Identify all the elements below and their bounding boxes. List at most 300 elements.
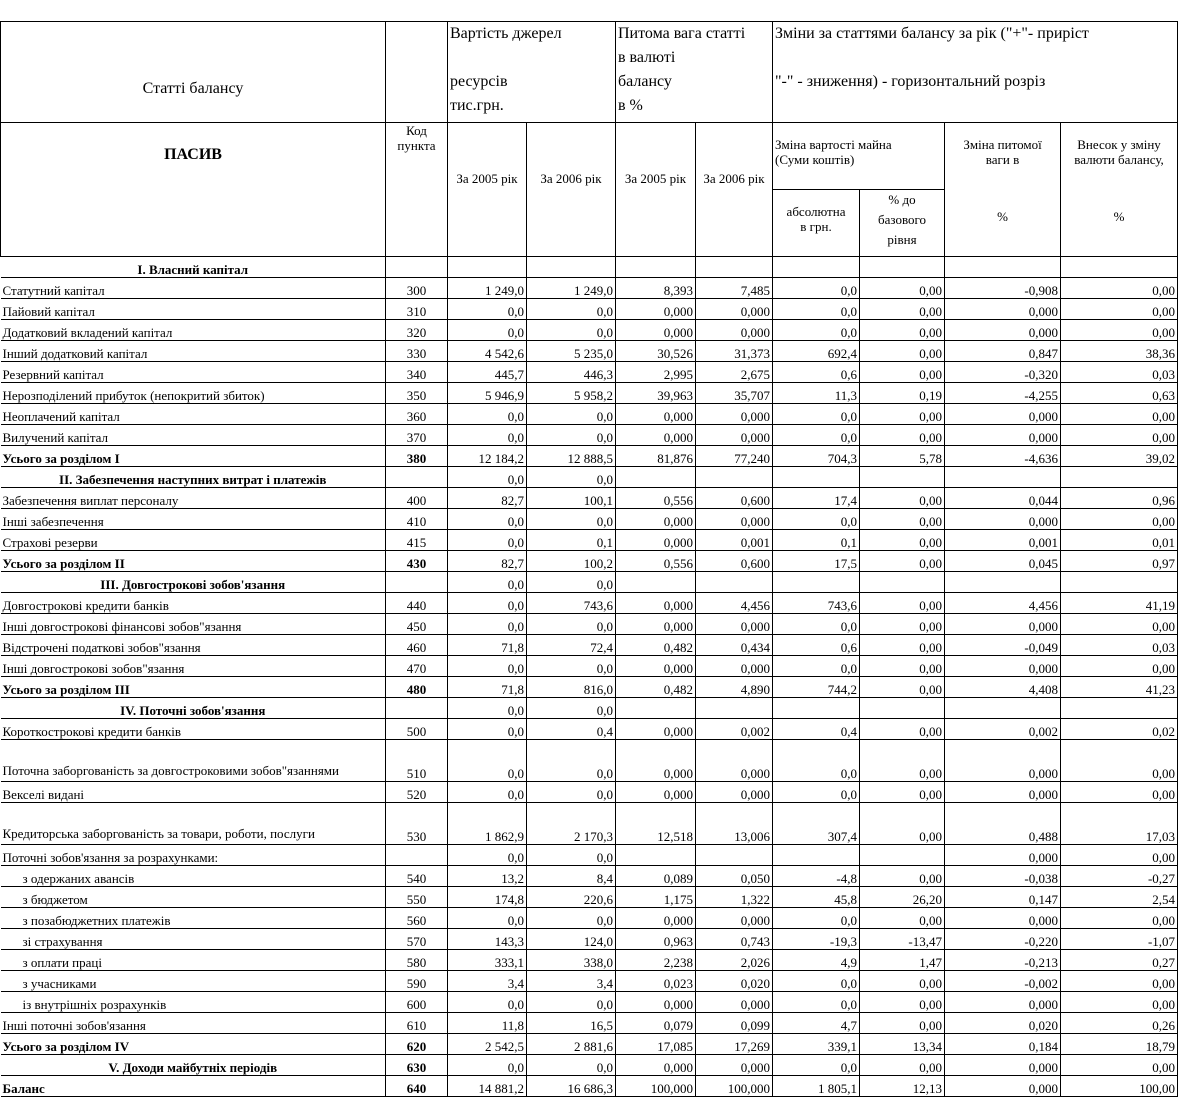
cell-abs: 11,3 (773, 383, 860, 404)
cell-code: 530 (386, 803, 448, 845)
cell-abs: 0,0 (773, 425, 860, 446)
cell-s05: 0,000 (616, 530, 696, 551)
cell-abs: 743,6 (773, 593, 860, 614)
cell-dshare: 0,000 (945, 1055, 1061, 1076)
cell-pct: 0,00 (860, 992, 945, 1013)
cell-contrib: 18,79 (1061, 1034, 1178, 1055)
cell-s06: 0,434 (696, 635, 773, 656)
cell-pct: 0,00 (860, 278, 945, 299)
cell-s05 (616, 845, 696, 866)
cell-dshare: 0,000 (945, 656, 1061, 677)
cell-contrib: 0,63 (1061, 383, 1178, 404)
cell-contrib (1061, 257, 1178, 278)
cell-pct (860, 467, 945, 488)
cell-code: 610 (386, 1013, 448, 1034)
cell-v05: 0,0 (448, 320, 527, 341)
row-label: Довгострокові кредити банків (1, 593, 386, 614)
cell-v05: 14 881,2 (448, 1076, 527, 1097)
cell-v05: 5 946,9 (448, 383, 527, 404)
cell-v06: 338,0 (527, 950, 616, 971)
cell-contrib: -0,27 (1061, 866, 1178, 887)
cell-pct: 12,13 (860, 1076, 945, 1097)
cell-s05: 0,000 (616, 614, 696, 635)
header-share-change: Зміна питомої ваги в % (945, 123, 1061, 257)
cell-abs: 0,6 (773, 635, 860, 656)
row-label: Інші довгострокові зобов"язання (1, 656, 386, 677)
cell-s06 (696, 698, 773, 719)
cell-dshare (945, 257, 1061, 278)
cell-abs: 45,8 (773, 887, 860, 908)
cell-code: 480 (386, 677, 448, 698)
cell-s06: 31,373 (696, 341, 773, 362)
cell-v05: 1 862,9 (448, 803, 527, 845)
cell-abs: 4,7 (773, 1013, 860, 1034)
row-label: Інші поточні зобов'язання (1, 1013, 386, 1034)
cell-code: 500 (386, 719, 448, 740)
cell-pct: 0,00 (860, 362, 945, 383)
header-share: Питома вага статті в валюті балансу в % (616, 22, 773, 123)
cell-v05: 13,2 (448, 866, 527, 887)
cell-s06: 0,000 (696, 740, 773, 782)
table-row (1, 740, 1178, 782)
table-row (1, 530, 1178, 551)
cell-v05: 0,0 (448, 530, 527, 551)
table-row (1, 845, 1178, 866)
cell-abs (773, 845, 860, 866)
cell-s06: 0,000 (696, 299, 773, 320)
cell-s05: 17,085 (616, 1034, 696, 1055)
cell-pct: 0,00 (860, 299, 945, 320)
cell-s05: 0,000 (616, 992, 696, 1013)
cell-s06: 0,001 (696, 530, 773, 551)
cell-v05: 0,0 (448, 740, 527, 782)
cell-pct: 13,34 (860, 1034, 945, 1055)
header-sources: Вартість джерел ресурсів тис.грн. (448, 22, 616, 123)
cell-s05: 39,963 (616, 383, 696, 404)
cell-v06: 1 249,0 (527, 278, 616, 299)
cell-abs: 0,0 (773, 1055, 860, 1076)
cell-code: 330 (386, 341, 448, 362)
table-row (1, 299, 1178, 320)
cell-v06: 0,0 (527, 467, 616, 488)
table-row (1, 1013, 1178, 1034)
cell-s05 (616, 572, 696, 593)
cell-v06: 5 235,0 (527, 341, 616, 362)
cell-s05: 1,175 (616, 887, 696, 908)
cell-pct: 0,00 (860, 1013, 945, 1034)
table-header (1, 22, 1178, 257)
cell-contrib (1061, 698, 1178, 719)
cell-contrib: 0,00 (1061, 425, 1178, 446)
cell-s05 (616, 257, 696, 278)
cell-abs: 0,0 (773, 656, 860, 677)
row-label: Інший додатковий капітал (1, 341, 386, 362)
cell-contrib: 0,02 (1061, 719, 1178, 740)
cell-abs: 0,0 (773, 404, 860, 425)
cell-s05: 12,518 (616, 803, 696, 845)
row-label: ІІ. Забезпечення наступних витрат і платежів (1, 467, 386, 488)
table-row (1, 404, 1178, 425)
cell-abs: 0,0 (773, 971, 860, 992)
cell-abs: 744,2 (773, 677, 860, 698)
cell-abs: 0,0 (773, 320, 860, 341)
row-label: з позабюджетних платежів (1, 908, 386, 929)
cell-contrib: 0,00 (1061, 509, 1178, 530)
row-label: Усього за розділом І (1, 446, 386, 467)
cell-s05: 0,000 (616, 593, 696, 614)
cell-code: 560 (386, 908, 448, 929)
cell-v05: 174,8 (448, 887, 527, 908)
cell-code: 380 (386, 446, 448, 467)
row-label: Забезпечення виплат персоналу (1, 488, 386, 509)
cell-abs: 692,4 (773, 341, 860, 362)
cell-v05: 12 184,2 (448, 446, 527, 467)
cell-dshare (945, 572, 1061, 593)
cell-dshare: 0,000 (945, 992, 1061, 1013)
cell-s06: 0,743 (696, 929, 773, 950)
cell-s05: 0,000 (616, 509, 696, 530)
cell-v06: 3,4 (527, 971, 616, 992)
cell-s06: 0,000 (696, 908, 773, 929)
cell-contrib: 0,27 (1061, 950, 1178, 971)
cell-dshare: -0,320 (945, 362, 1061, 383)
cell-dshare: 0,020 (945, 1013, 1061, 1034)
cell-s06: 0,000 (696, 614, 773, 635)
cell-v06: 0,0 (527, 404, 616, 425)
cell-s06: 2,675 (696, 362, 773, 383)
row-label: ІІІ. Довгострокові зобов'язання (1, 572, 386, 593)
cell-v06: 0,0 (527, 614, 616, 635)
cell-code: 590 (386, 971, 448, 992)
cell-v06: 2 881,6 (527, 1034, 616, 1055)
cell-v05: 82,7 (448, 551, 527, 572)
header-passive: ПАСИВ (1, 123, 386, 257)
row-label: Пайовий капітал (1, 299, 386, 320)
table-row (1, 572, 1178, 593)
cell-v06: 16,5 (527, 1013, 616, 1034)
row-label: з оплати праці (1, 950, 386, 971)
cell-code: 460 (386, 635, 448, 656)
cell-contrib: 0,00 (1061, 278, 1178, 299)
cell-dshare: -4,636 (945, 446, 1061, 467)
table-row (1, 257, 1178, 278)
table-row (1, 929, 1178, 950)
cell-s06 (696, 845, 773, 866)
cell-s05 (616, 698, 696, 719)
cell-s05: 0,089 (616, 866, 696, 887)
cell-pct: 26,20 (860, 887, 945, 908)
cell-code: 320 (386, 320, 448, 341)
cell-code: 410 (386, 509, 448, 530)
row-label: з одержаних авансів (1, 866, 386, 887)
cell-dshare: 0,000 (945, 299, 1061, 320)
cell-s06: 0,600 (696, 551, 773, 572)
cell-s06 (696, 257, 773, 278)
cell-v06: 0,0 (527, 509, 616, 530)
cell-v06: 743,6 (527, 593, 616, 614)
cell-abs: 0,0 (773, 908, 860, 929)
cell-contrib: 0,00 (1061, 908, 1178, 929)
cell-s05: 0,482 (616, 635, 696, 656)
cell-contrib: 0,03 (1061, 362, 1178, 383)
cell-pct (860, 572, 945, 593)
cell-s05: 0,000 (616, 404, 696, 425)
row-label: Векселі видані (1, 782, 386, 803)
cell-v06 (527, 257, 616, 278)
cell-dshare: -0,908 (945, 278, 1061, 299)
cell-dshare: 0,184 (945, 1034, 1061, 1055)
cell-s05: 0,000 (616, 782, 696, 803)
cell-v05: 0,0 (448, 908, 527, 929)
row-label: Нерозподілений прибуток (непокритий збиток) (1, 383, 386, 404)
cell-pct (860, 257, 945, 278)
cell-abs: 307,4 (773, 803, 860, 845)
cell-v05: 0,0 (448, 656, 527, 677)
cell-abs: 17,4 (773, 488, 860, 509)
cell-code: 430 (386, 551, 448, 572)
cell-code: 600 (386, 992, 448, 1013)
table-row (1, 488, 1178, 509)
header-year-2005: За 2005 рік (448, 123, 527, 257)
cell-s05: 0,000 (616, 740, 696, 782)
cell-pct: 0,00 (860, 719, 945, 740)
cell-contrib (1061, 467, 1178, 488)
header-value-change: Зміна вартості майна (Суми коштів) (773, 123, 945, 190)
cell-s05: 0,556 (616, 488, 696, 509)
cell-pct (860, 698, 945, 719)
row-label: Інші довгострокові фінансові зобов"язання (1, 614, 386, 635)
cell-abs: 0,0 (773, 614, 860, 635)
row-label: Усього за розділом ІІ (1, 551, 386, 572)
cell-pct: 0,00 (860, 404, 945, 425)
cell-v06: 0,4 (527, 719, 616, 740)
balance-table (0, 21, 1178, 1097)
cell-contrib: 38,36 (1061, 341, 1178, 362)
cell-abs: -4,8 (773, 866, 860, 887)
cell-pct: 0,00 (860, 320, 945, 341)
cell-s06: 0,002 (696, 719, 773, 740)
cell-contrib: 17,03 (1061, 803, 1178, 845)
cell-v05: 4 542,6 (448, 341, 527, 362)
cell-contrib: 0,00 (1061, 782, 1178, 803)
cell-s05: 0,000 (616, 656, 696, 677)
cell-abs: 4,9 (773, 950, 860, 971)
cell-abs: 0,0 (773, 782, 860, 803)
header-share-2006: За 2006 рік (696, 123, 773, 257)
row-label: Вилучений капітал (1, 425, 386, 446)
cell-v05: 0,0 (448, 782, 527, 803)
table-row (1, 887, 1178, 908)
cell-dshare: 0,001 (945, 530, 1061, 551)
cell-pct: 0,00 (860, 866, 945, 887)
cell-dshare: 0,000 (945, 1076, 1061, 1097)
cell-dshare: 0,147 (945, 887, 1061, 908)
cell-dshare: 0,044 (945, 488, 1061, 509)
cell-pct: 0,00 (860, 971, 945, 992)
cell-dshare: 0,000 (945, 404, 1061, 425)
cell-v06: 72,4 (527, 635, 616, 656)
cell-pct: 1,47 (860, 950, 945, 971)
cell-s06: 0,000 (696, 656, 773, 677)
row-label: V. Доходи майбутніх періодів (1, 1055, 386, 1076)
cell-code: 300 (386, 278, 448, 299)
cell-v05: 71,8 (448, 635, 527, 656)
cell-pct: 0,00 (860, 593, 945, 614)
table-row (1, 719, 1178, 740)
row-label: Відстрочені податкові зобов"язання (1, 635, 386, 656)
cell-code: 440 (386, 593, 448, 614)
cell-code: 570 (386, 929, 448, 950)
row-label: Резервний капітал (1, 362, 386, 383)
cell-v05: 0,0 (448, 299, 527, 320)
cell-contrib: 41,19 (1061, 593, 1178, 614)
cell-contrib: 0,97 (1061, 551, 1178, 572)
cell-pct: 0,00 (860, 635, 945, 656)
cell-s05: 0,000 (616, 719, 696, 740)
cell-abs: 0,0 (773, 509, 860, 530)
cell-dshare: -0,049 (945, 635, 1061, 656)
cell-abs: 339,1 (773, 1034, 860, 1055)
cell-s06: 0,600 (696, 488, 773, 509)
cell-v05 (448, 257, 527, 278)
cell-dshare: 0,000 (945, 740, 1061, 782)
cell-dshare: 0,000 (945, 614, 1061, 635)
cell-abs: 0,4 (773, 719, 860, 740)
cell-s06: 77,240 (696, 446, 773, 467)
cell-dshare: 0,045 (945, 551, 1061, 572)
row-label: зі страхування (1, 929, 386, 950)
cell-v06: 0,0 (527, 656, 616, 677)
cell-contrib: 0,26 (1061, 1013, 1178, 1034)
cell-contrib: 0,00 (1061, 320, 1178, 341)
cell-contrib: 0,00 (1061, 656, 1178, 677)
cell-dshare (945, 467, 1061, 488)
cell-s05: 0,000 (616, 299, 696, 320)
cell-contrib: 0,00 (1061, 299, 1178, 320)
header-code: Код пункта (386, 123, 448, 257)
cell-v05: 0,0 (448, 425, 527, 446)
cell-code: 630 (386, 1055, 448, 1076)
cell-s06: 4,890 (696, 677, 773, 698)
cell-v05: 11,8 (448, 1013, 527, 1034)
cell-pct: 0,00 (860, 656, 945, 677)
cell-contrib: 0,00 (1061, 740, 1178, 782)
cell-s05: 100,000 (616, 1076, 696, 1097)
table-row (1, 1055, 1178, 1076)
table-row (1, 383, 1178, 404)
cell-contrib: 0,00 (1061, 845, 1178, 866)
cell-dshare: 4,408 (945, 677, 1061, 698)
cell-v05: 2 542,5 (448, 1034, 527, 1055)
cell-v05: 71,8 (448, 677, 527, 698)
cell-s06: 0,050 (696, 866, 773, 887)
cell-s06 (696, 467, 773, 488)
table-row (1, 971, 1178, 992)
row-label: із внутрішніх розрахунків (1, 992, 386, 1013)
row-label: Кредиторська заборгованість за товари, роботи, послуги (1, 803, 386, 845)
cell-dshare: 0,000 (945, 845, 1061, 866)
cell-v05: 0,0 (448, 992, 527, 1013)
row-label: Поточні зобов'язання за розрахунками: (1, 845, 386, 866)
cell-contrib: 39,02 (1061, 446, 1178, 467)
cell-code: 550 (386, 887, 448, 908)
cell-s06: 100,000 (696, 1076, 773, 1097)
cell-dshare: -0,220 (945, 929, 1061, 950)
table-row (1, 425, 1178, 446)
cell-abs: 0,6 (773, 362, 860, 383)
cell-s06: 0,000 (696, 425, 773, 446)
cell-v05: 1 249,0 (448, 278, 527, 299)
cell-s06: 0,000 (696, 1055, 773, 1076)
cell-abs: 0,1 (773, 530, 860, 551)
cell-s06: 0,020 (696, 971, 773, 992)
cell-s05: 0,963 (616, 929, 696, 950)
cell-abs: 0,0 (773, 740, 860, 782)
header-absolute: абсолютна в грн. (773, 190, 860, 257)
row-label: з учасниками (1, 971, 386, 992)
cell-v05: 0,0 (448, 614, 527, 635)
cell-dshare: 0,847 (945, 341, 1061, 362)
cell-s05: 2,238 (616, 950, 696, 971)
cell-v05: 143,3 (448, 929, 527, 950)
table-row (1, 908, 1178, 929)
cell-v06: 2 170,3 (527, 803, 616, 845)
cell-abs: 1 805,1 (773, 1076, 860, 1097)
cell-code: 470 (386, 656, 448, 677)
cell-v05: 333,1 (448, 950, 527, 971)
cell-code (386, 845, 448, 866)
cell-v06: 0,0 (527, 782, 616, 803)
row-label: І. Власний капітал (1, 257, 386, 278)
cell-v05: 0,0 (448, 509, 527, 530)
header-pct-base: % до базового рівня (860, 190, 945, 257)
cell-pct: 0,00 (860, 908, 945, 929)
cell-v06: 0,0 (527, 740, 616, 782)
cell-abs: 0,0 (773, 992, 860, 1013)
cell-contrib: 0,01 (1061, 530, 1178, 551)
cell-v06: 0,0 (527, 992, 616, 1013)
cell-s06: 4,456 (696, 593, 773, 614)
cell-v05: 0,0 (448, 845, 527, 866)
cell-v06: 5 958,2 (527, 383, 616, 404)
cell-s06: 17,269 (696, 1034, 773, 1055)
cell-v05: 0,0 (448, 698, 527, 719)
cell-v06: 0,0 (527, 698, 616, 719)
table-row (1, 551, 1178, 572)
cell-s05: 0,000 (616, 1055, 696, 1076)
cell-code (386, 467, 448, 488)
table-row (1, 635, 1178, 656)
cell-v06: 100,2 (527, 551, 616, 572)
cell-s06: 0,099 (696, 1013, 773, 1034)
table-row (1, 677, 1178, 698)
row-label: Усього за розділом ІІІ (1, 677, 386, 698)
cell-abs (773, 698, 860, 719)
cell-dshare: 0,000 (945, 908, 1061, 929)
cell-contrib: 0,00 (1061, 1055, 1178, 1076)
cell-code: 520 (386, 782, 448, 803)
table-row (1, 803, 1178, 845)
cell-contrib: 2,54 (1061, 887, 1178, 908)
cell-abs (773, 572, 860, 593)
cell-pct: 0,19 (860, 383, 945, 404)
cell-code: 350 (386, 383, 448, 404)
table-row (1, 593, 1178, 614)
cell-pct (860, 845, 945, 866)
header-changes: Зміни за статтями балансу за рік ("+"- приріст "-" - зниження) - горизонтальний розріз (773, 22, 1178, 123)
table-row (1, 341, 1178, 362)
cell-s05: 81,876 (616, 446, 696, 467)
